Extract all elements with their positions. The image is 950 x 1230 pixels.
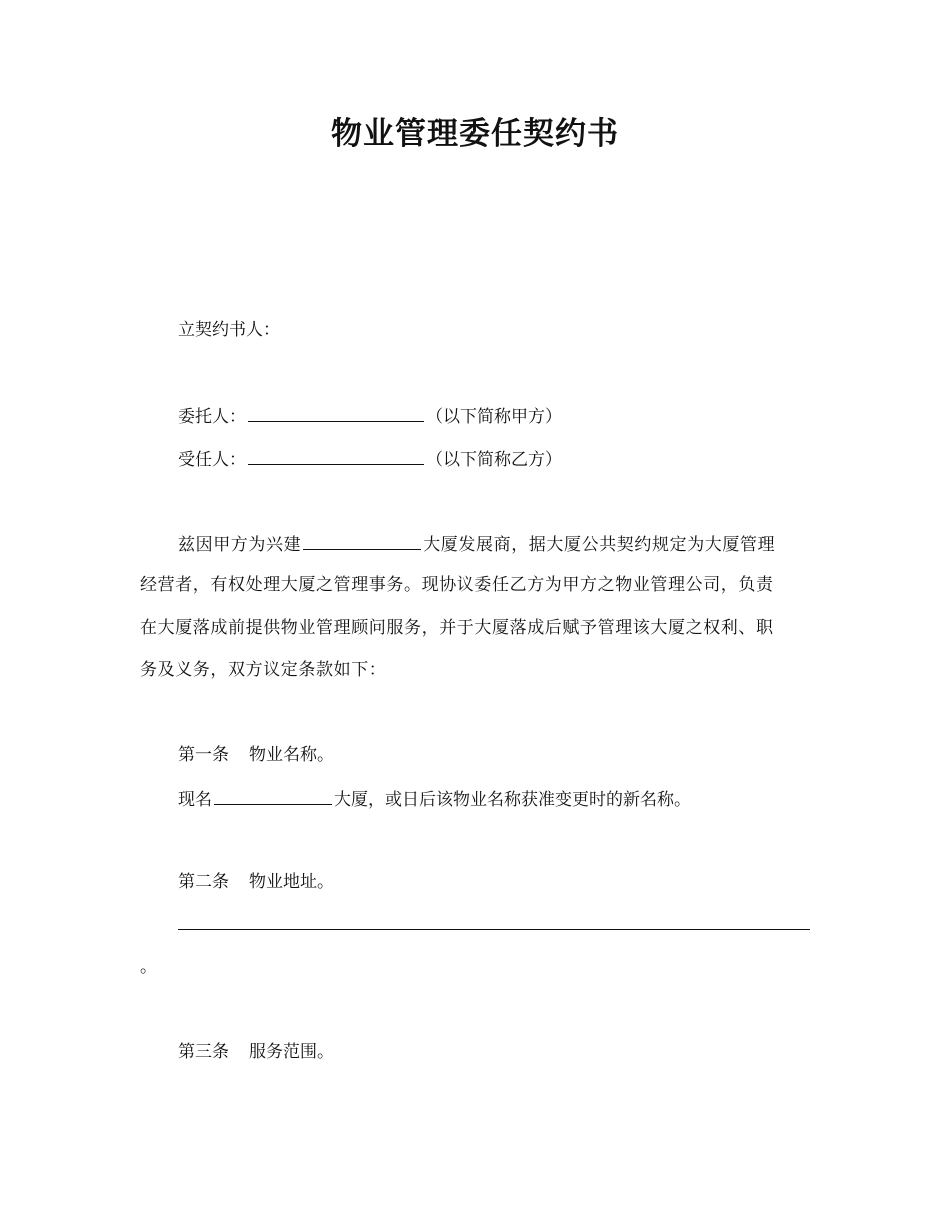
principal-note: （以下简称甲方） <box>426 407 562 427</box>
article1-number: 第一条 <box>178 745 229 765</box>
article2-end-mark: 。 <box>140 957 157 977</box>
agent-label: 受任人： <box>178 450 246 470</box>
article1-body-prefix: 现名 <box>178 790 212 810</box>
article2-number: 第二条 <box>178 872 229 892</box>
agent-name-blank[interactable] <box>248 446 424 465</box>
article1-title: 物业名称。 <box>249 745 334 765</box>
article1-heading <box>178 743 334 767</box>
preamble-line-3: 在大厦落成前提供物业管理顾问服务，并于大厦落成后赋予管理该大厦之权利、职 <box>140 618 774 638</box>
property-address-blank[interactable] <box>178 929 810 930</box>
article2-title: 物业地址。 <box>249 872 334 892</box>
article3-heading <box>178 1040 334 1064</box>
agent-line <box>178 446 562 472</box>
article3-title: 服务范围。 <box>249 1042 334 1062</box>
building-name-blank[interactable] <box>303 531 421 550</box>
preamble-line-4: 务及义务，双方议定条款如下： <box>140 660 387 680</box>
article1-body <box>178 786 691 812</box>
preamble-line-2: 经营者，有权处理大厦之管理事务。现协议委任乙方为甲方之物业管理公司，负责 <box>140 575 774 595</box>
document-title: 物业管理委任契约书 <box>331 116 619 152</box>
principal-line <box>178 403 562 429</box>
article2-heading <box>178 870 334 894</box>
principal-name-blank[interactable] <box>248 403 424 422</box>
parties-heading: 立契约书人： <box>178 320 280 340</box>
article1-body-suffix: 大厦，或日后该物业名称获准变更时的新名称。 <box>334 790 691 810</box>
article3-number: 第三条 <box>178 1042 229 1062</box>
principal-label: 委托人： <box>178 407 246 427</box>
preamble-suffix: 大厦发展商，据大厦公共契约规定为大厦管理 <box>423 535 776 555</box>
agent-note: （以下简称乙方） <box>426 450 562 470</box>
property-name-blank[interactable] <box>214 786 332 805</box>
preamble-prefix: 兹因甲方为兴建 <box>178 535 302 555</box>
preamble-line-1 <box>178 531 775 557</box>
